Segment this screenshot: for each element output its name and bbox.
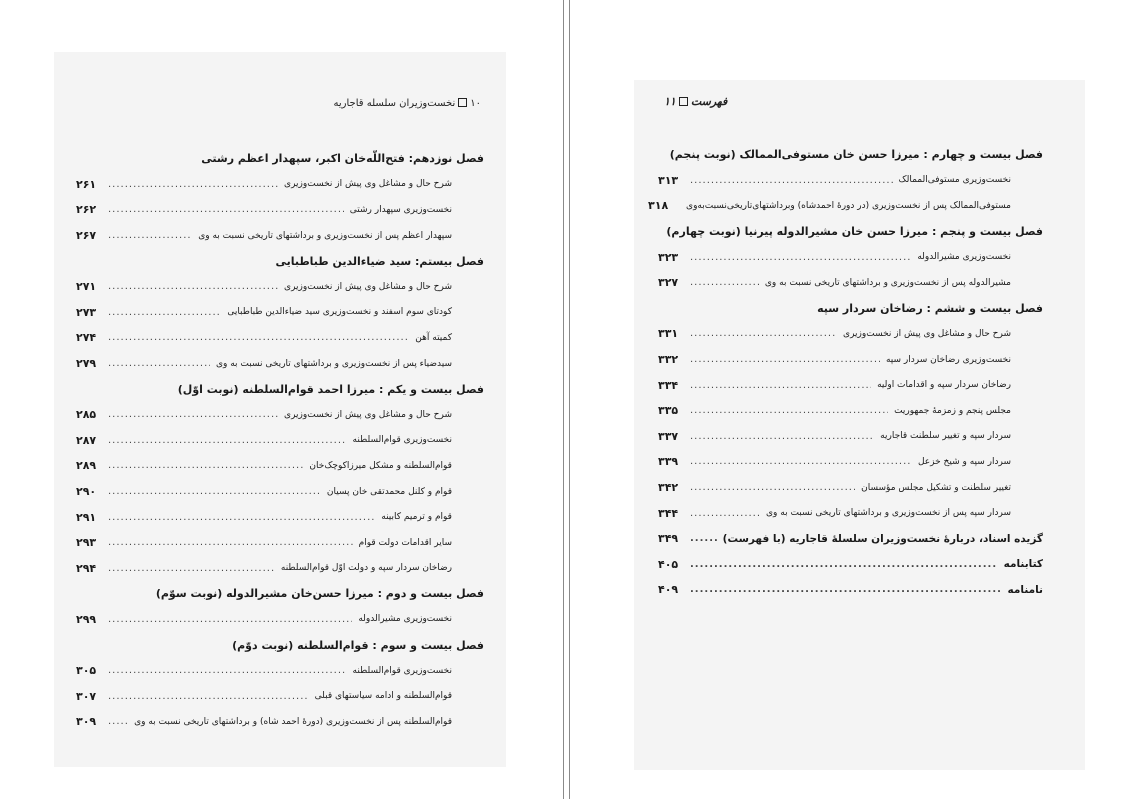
dot-leader xyxy=(108,486,321,497)
page-ref: ۲۷۴ xyxy=(76,331,97,345)
page-header xyxy=(664,95,727,108)
toc-entry xyxy=(76,709,484,735)
page-ref: ۳۳۹ xyxy=(658,455,679,469)
toc-entry-title: مشیرالدوله پس از نخست‌وزیری و برداشتهای تاریخی نسبت به وی xyxy=(764,277,1011,288)
toc-entry-title: سردار سپه و شیخ خزعل xyxy=(917,456,1011,467)
chapter-heading: فصل بیست و دوم : میرزا حسن‌خان مشیرالدوله (نوبت سوّم) xyxy=(155,587,484,601)
toc-entry-title: سیدضیاء پس از نخست‌وزیری و برداشتهای تاریخی نسبت به وی xyxy=(215,358,452,369)
dot-leader xyxy=(108,281,278,292)
dot-leader xyxy=(690,456,912,467)
toc-entry-title: سردار سپه پس از نخست‌وزیری و برداشتهای تاریخی نسبت به وی xyxy=(766,508,1011,519)
toc-entry xyxy=(76,683,484,709)
dot-leader xyxy=(690,559,998,570)
dot-leader xyxy=(108,358,210,369)
page-ref: ۲۹۰ xyxy=(76,485,97,499)
dot-leader xyxy=(690,277,759,288)
chapter-heading: فصل نوزدهم: فتح‌اللّه‌خان اکبر، سپهدار اعظم رشتی xyxy=(201,152,484,166)
toc-entry-title: نخست‌وزیری مشیرالدوله xyxy=(917,252,1011,263)
page-ref: ۳۳۲ xyxy=(658,353,679,367)
dot-leader xyxy=(690,354,880,365)
toc-entry-title: رضاخان سردار سپه و اقدامات اولیه xyxy=(877,380,1011,391)
toc-entry xyxy=(76,351,484,377)
dot-leader xyxy=(108,512,375,523)
page-ref: ۳۰۹ xyxy=(76,715,97,729)
toc-entry xyxy=(76,504,484,530)
dot-leader xyxy=(108,614,352,625)
page-number: ۱۰ xyxy=(470,98,481,109)
toc-entry xyxy=(76,300,484,326)
dot-leader xyxy=(108,409,278,420)
toc-entry-title: شرح حال و مشاغل وی پیش از نخست‌وزیری xyxy=(284,409,452,420)
table-of-contents xyxy=(76,146,484,735)
page-ref: ۲۷۳ xyxy=(76,305,97,319)
page-ref: ۲۶۲ xyxy=(76,203,97,217)
page-ref: ۲۹۴ xyxy=(76,561,97,575)
right-page xyxy=(634,80,1085,770)
toc-entry xyxy=(658,475,1043,501)
toc-entry-title: مستوفی‌الممالک پس از نخست‌وزیری (در دورهٔ احمدشاه) وبرداشتهای‌تاریخی‌نسبت‌به‌وی xyxy=(686,200,1011,211)
toc-main-item-title: نامنامه xyxy=(1007,583,1043,596)
toc-entry-title: نخست‌وزیری قوام‌السلطنه xyxy=(352,665,452,676)
toc-entry-title: قوام‌السلطنه و مشکل میرزاکوچک‌خان xyxy=(309,460,452,471)
toc-entry xyxy=(76,223,484,249)
toc-entry xyxy=(76,607,484,633)
page-ref: ۳۴۴ xyxy=(658,506,679,520)
toc-entry xyxy=(658,500,1043,526)
dot-leader xyxy=(690,328,837,339)
toc-entry-title: قوام و کلنل محمدتقی خان پسیان xyxy=(326,486,452,497)
chapter-heading: فصل بیست و ششم : رضاخان سردار سپه xyxy=(817,301,1043,315)
page-ref: ۲۸۹ xyxy=(76,459,97,473)
page-ref: ۲۹۳ xyxy=(76,536,97,550)
page-header xyxy=(334,98,481,109)
page-ref: ۳۳۱ xyxy=(658,327,679,341)
toc-entry xyxy=(76,172,484,198)
toc-entry xyxy=(658,321,1043,347)
dot-leader xyxy=(108,716,128,727)
toc-entry xyxy=(658,244,1043,270)
dot-leader xyxy=(690,533,717,544)
dot-leader xyxy=(108,691,309,702)
toc-entry-title: کودتای سوم اسفند و نخست‌وزیری سید ضیاءالدین طباطبایی xyxy=(227,307,452,318)
table-of-contents xyxy=(648,142,1043,603)
chapter-heading: فصل بیست و سوم : قوام‌السلطنه (نوبت دوّم) xyxy=(232,638,484,652)
dot-leader xyxy=(690,175,893,186)
page-ref: ۲۹۱ xyxy=(76,510,97,524)
toc-entry-title: قوام‌السلطنه پس از نخست‌وزیری (دورهٔ احمد شاه) و برداشتهای تاریخی نسبت به وی xyxy=(134,716,452,727)
chapter-heading: فصل بیستم: سید ضیاءالدین طباطبایی xyxy=(275,254,484,268)
page-gutter-line xyxy=(569,0,570,799)
chapter-heading: فصل بیست و یکم : میرزا احمد قوام‌السلطنه (نوبت اوّل) xyxy=(177,382,484,396)
page-ref: ۲۷۹ xyxy=(76,357,97,371)
toc-entry-title: سایر اقدامات دولت قوام xyxy=(358,537,452,548)
toc-entry-title: نخست‌وزیری مشیرالدوله xyxy=(358,614,452,625)
page-ref: ۴۰۹ xyxy=(658,583,679,597)
dot-leader xyxy=(108,204,344,215)
dot-leader xyxy=(108,230,192,241)
toc-entry xyxy=(658,398,1043,424)
page-ref: ۲۶۱ xyxy=(76,177,97,191)
toc-entry xyxy=(658,270,1043,296)
dot-leader xyxy=(108,307,221,318)
toc-entry xyxy=(658,347,1043,373)
dot-leader xyxy=(108,435,347,446)
chapter-heading: فصل بیست و چهارم : میرزا حسن خان مستوفی‌الممالک (نوبت پنجم) xyxy=(669,148,1043,162)
toc-entry xyxy=(76,428,484,454)
toc-entry-title: مجلس پنجم و زمزمهٔ جمهوریت xyxy=(894,405,1011,416)
toc-entry-title: شرح حال و مشاغل وی پیش از نخست‌وزیری xyxy=(284,179,452,190)
page-gutter-line xyxy=(563,0,564,799)
dot-leader xyxy=(108,537,353,548)
toc-main-item-title: کتابنامه xyxy=(1003,558,1043,571)
toc-entry xyxy=(648,193,1043,219)
page-ref: ۳۴۲ xyxy=(658,481,679,495)
toc-entry-title: سردار سپه و تغییر سلطنت قاجاریه xyxy=(880,431,1011,442)
toc-entry-title: تغییر سلطنت و تشکیل مجلس مؤسسان xyxy=(861,482,1011,493)
page-ref: ۳۳۵ xyxy=(658,404,679,418)
toc-entry xyxy=(76,479,484,505)
dot-leader xyxy=(690,431,874,442)
page-ref: ۳۱۳ xyxy=(658,173,679,187)
page-ref: ۳۲۷ xyxy=(658,276,679,290)
page-ref: ۳۰۵ xyxy=(76,664,97,678)
page-ref: ۳۰۷ xyxy=(76,689,97,703)
dot-leader xyxy=(690,508,760,519)
dot-leader xyxy=(690,584,1002,595)
page-ref: ۳۲۳ xyxy=(658,250,679,264)
running-title: نخست‌وزیران سلسله قاجاریه xyxy=(333,98,456,109)
page-ref: ۳۴۹ xyxy=(658,532,679,546)
toc-entry-title: سپهدار اعظم پس از نخست‌وزیری و برداشتهای تاریخی نسبت به وی xyxy=(198,230,452,241)
toc-entry xyxy=(658,424,1043,450)
dot-leader xyxy=(108,563,275,574)
toc-entry-title: نخست‌وزیری رضاخان سردار سپه xyxy=(885,354,1011,365)
toc-entry-title: قوام‌السلطنه و ادامه سیاستهای قبلی xyxy=(314,691,452,702)
toc-main-item xyxy=(658,552,1043,578)
toc-entry xyxy=(76,402,484,428)
toc-entry xyxy=(658,449,1043,475)
dot-leader xyxy=(690,405,888,416)
chapter-heading: فصل بیست و پنجم : میرزا حسن خان مشیرالدوله پیرنیا (نوبت چهارم) xyxy=(666,225,1043,239)
toc-entry-title: نخست‌وزیری مستوفی‌الممالک xyxy=(898,175,1011,186)
toc-entry xyxy=(76,274,484,300)
running-title: فهرست xyxy=(690,95,728,108)
toc-entry xyxy=(76,325,484,351)
left-page xyxy=(54,52,506,767)
page-ref: ۲۷۱ xyxy=(76,280,97,294)
page-ref: ۳۳۴ xyxy=(658,378,679,392)
toc-entry xyxy=(76,530,484,556)
toc-entry-title: شرح حال و مشاغل وی پیش از نخست‌وزیری xyxy=(843,328,1011,339)
page-ref: ۳۱۸ xyxy=(648,199,669,213)
toc-entry-title: نخست‌وزیری سپهدار رشتی xyxy=(349,204,452,215)
dot-leader xyxy=(108,332,409,343)
page-ref: ۲۶۷ xyxy=(76,229,97,243)
page-ref: ۲۹۹ xyxy=(76,612,97,626)
toc-entry-title: قوام و ترمیم کابینه xyxy=(381,512,452,523)
toc-entry-title: کمیته آهن xyxy=(415,332,452,343)
page-ref: ۴۰۵ xyxy=(658,557,679,571)
toc-main-item xyxy=(658,526,1043,552)
dot-leader xyxy=(690,380,871,391)
toc-entry xyxy=(658,372,1043,398)
dot-leader xyxy=(108,179,278,190)
square-ornament-icon xyxy=(458,98,467,107)
toc-entry xyxy=(76,658,484,684)
toc-entry-title: شرح حال و مشاغل وی پیش از نخست‌وزیری xyxy=(284,281,452,292)
toc-main-item xyxy=(658,577,1043,603)
toc-entry xyxy=(76,556,484,582)
dot-leader xyxy=(690,252,911,263)
page-number: ۱۱ xyxy=(664,95,676,108)
toc-entry-title: رضاخان سردار سپه و دولت اوّل قوام‌السلطنه xyxy=(280,563,452,574)
square-ornament-icon xyxy=(679,97,688,106)
toc-main-item-title: گزیده اسناد، دربارهٔ نخست‌وزیران سلسلهٔ قاجاریه (با فهرست) xyxy=(722,532,1043,545)
page-ref: ۲۸۵ xyxy=(76,408,97,422)
toc-entry-title: نخست‌وزیری قوام‌السلطنه xyxy=(352,435,452,446)
toc-entry xyxy=(658,168,1043,194)
page-ref: ۲۸۷ xyxy=(76,433,97,447)
toc-entry xyxy=(76,453,484,479)
dot-leader xyxy=(690,482,855,493)
dot-leader xyxy=(108,460,303,471)
toc-entry xyxy=(76,197,484,223)
page-ref: ۳۳۷ xyxy=(658,429,679,443)
dot-leader xyxy=(108,665,347,676)
